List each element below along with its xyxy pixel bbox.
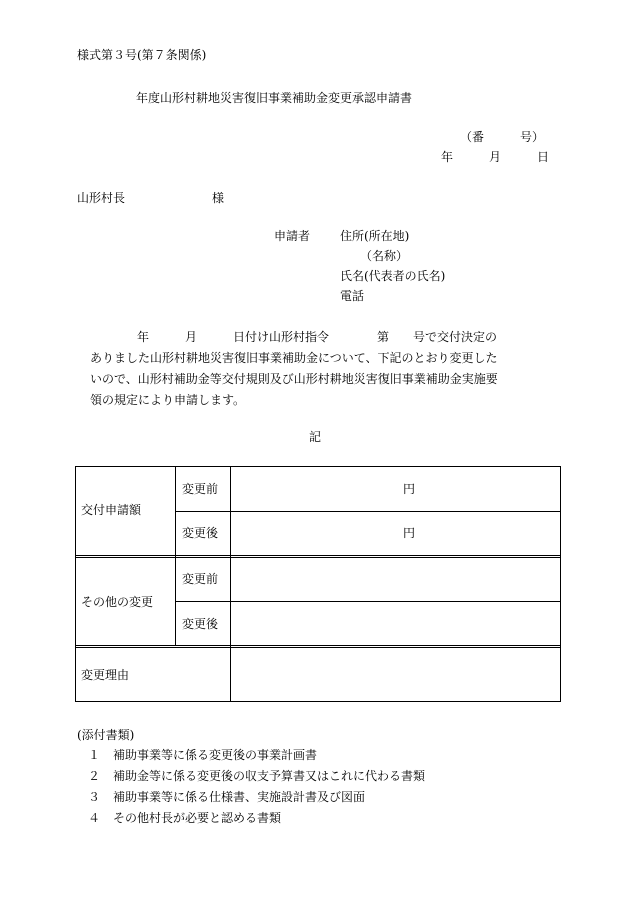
applicant-address: 住所(所在地) <box>340 229 410 243</box>
row-header-change-reason: 変更理由 <box>81 668 130 682</box>
attachment-number: ４ <box>88 811 101 825</box>
table-border-left <box>75 466 76 702</box>
label-before-change: 変更前 <box>182 572 219 586</box>
form-number: 様式第３号(第７条関係) <box>77 48 207 62</box>
table-border-top <box>75 466 561 467</box>
row-header-application-amount: 交付申請額 <box>81 503 142 517</box>
table-divider <box>75 647 561 648</box>
yen-unit: 円 <box>403 482 416 496</box>
attachment-number: ２ <box>88 769 101 783</box>
table-divider <box>75 645 561 646</box>
document-title: 年度山形村耕地災害復旧事業補助金変更承認申請書 <box>136 91 413 105</box>
attachment-item: 補助金等に係る変更後の収支予算書又はこれに代わる書類 <box>113 769 426 783</box>
addressee-honorific: 様 <box>212 191 225 205</box>
addressee-name: 山形村長 <box>77 191 126 205</box>
attachment-number: １ <box>88 748 101 762</box>
attachments-heading: (添付書類) <box>77 728 135 742</box>
applicant-label: 申請者 <box>274 229 311 243</box>
attachment-item: 補助事業等に係る仕様書、実施設計書及び図面 <box>113 790 366 804</box>
attachment-number: ３ <box>88 790 101 804</box>
table-border-bottom <box>75 701 561 702</box>
table-divider <box>175 601 561 602</box>
table-divider <box>75 557 561 558</box>
applicant-org-name: （名称） <box>360 249 409 263</box>
change-details-table <box>75 466 561 702</box>
yen-unit: 円 <box>403 526 416 540</box>
row-header-other-changes: その他の変更 <box>81 595 154 609</box>
ki-heading: 記 <box>309 430 322 444</box>
body-line-4: 領の規定により申請します。 <box>90 393 246 407</box>
attachment-item: 補助事業等に係る変更後の事業計画書 <box>113 748 318 762</box>
label-after-change: 変更後 <box>182 617 219 631</box>
body-line-2: ありました山形村耕地災害復旧事業補助金について、下記のとおり変更した <box>90 351 498 365</box>
table-divider <box>175 511 561 512</box>
document-date: 年 月 日 <box>441 150 550 164</box>
table-divider <box>75 555 561 556</box>
applicant-name: 氏名(代表者の氏名) <box>340 269 446 283</box>
table-border-right <box>560 466 561 702</box>
body-line-1: 年 月 日付け山形村指令 第 号で交付決定の <box>137 330 498 344</box>
label-before-change: 変更前 <box>182 482 219 496</box>
label-after-change: 変更後 <box>182 526 219 540</box>
body-line-3: いので、山形村補助金等交付規則及び山形村耕地災害復旧事業補助金実施要 <box>90 372 498 386</box>
table-divider <box>230 466 231 702</box>
document-number: （番 号） <box>460 130 545 144</box>
applicant-phone: 電話 <box>340 289 365 303</box>
table-divider <box>175 466 176 646</box>
attachment-item: その他村長が必要と認める書類 <box>113 811 282 825</box>
